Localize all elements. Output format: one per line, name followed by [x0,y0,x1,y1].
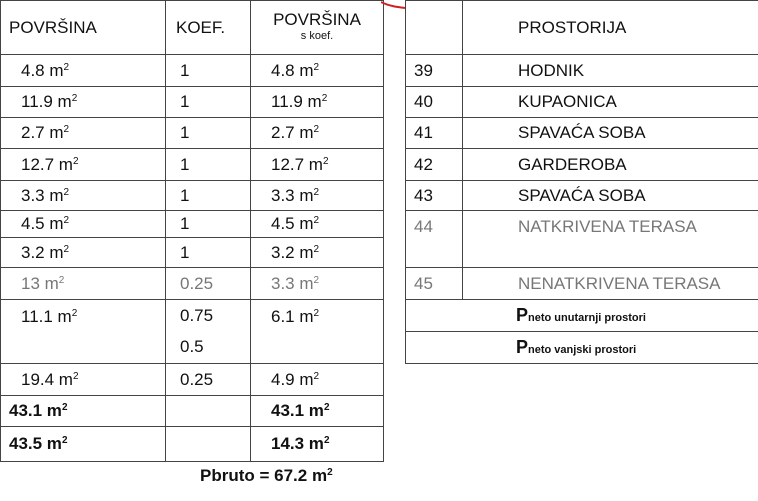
room-name: HODNIK [463,55,758,87]
area-cell: 19.4 $m^2$ [1,364,166,396]
table-row [1,268,384,300]
area-coef-cell: 4.9 $m^2$ [251,364,384,396]
coef-cell: 1 [166,149,251,181]
room-number: 42 [406,149,463,181]
area-coef-cell: 6.1 $m^2$ [251,300,384,364]
net-interior-note: Pneto unutarnji prostori [406,300,758,332]
table-row [406,87,758,118]
red-mark [381,0,407,12]
note-row [406,332,758,364]
table-row [406,268,758,300]
room-number: 40 [406,87,463,118]
table-row [1,364,384,396]
table-row [406,55,758,87]
net-exterior-note: Pneto vanjski prostori [406,332,758,364]
coef-cell: 0.5 [166,332,251,364]
header-room: PROSTORIJA [463,1,758,55]
total-coef-cell [166,427,251,462]
room-number: 41 [406,118,463,149]
table-row [1,238,384,268]
table-row [1,300,384,332]
coef-cell: 0.25 [166,268,251,300]
table-row [1,87,384,118]
area-cell: 11.1 $m^2$ [1,300,166,364]
header-area-coef [251,1,384,55]
coef-cell: 1 [166,181,251,211]
header-area-coef-sub: s koef. [300,29,334,42]
total-area-coef-cell: 14.3 $m^2$ [251,427,384,462]
coef-cell: 0.25 [166,364,251,396]
header-area: POVRŠINA [1,1,166,55]
coef-cell: 0.75 [166,300,251,332]
area-coef-cell: 12.7 $m^2$ [251,149,384,181]
total-coef-cell [166,396,251,427]
area-coef-cell: 4.5 $m^2$ [251,211,384,238]
room-table-header [406,1,758,55]
area-cell: 11.9 $m^2$ [1,87,166,118]
room-name: KUPAONICA [463,87,758,118]
area-cell: 3.3 $m^2$ [1,181,166,211]
header-area-coef-label: POVRŠINA [273,9,361,29]
coef-cell: 1 [166,211,251,238]
note-row [406,300,758,332]
header-num [406,1,463,55]
area-coef-cell: 11.9 $m^2$ [251,87,384,118]
table-row [406,211,758,268]
area-table-header [1,1,384,55]
table-row [1,55,384,87]
coef-cell: 1 [166,87,251,118]
area-coef-cell: 3.3 $m^2$ [251,268,384,300]
area-coef-cell: 3.3 $m^2$ [251,181,384,211]
total-area-cell: 43.5 $m^2$ [1,427,166,462]
room-number: 44 [406,211,463,268]
area-coef-cell: 2.7 $m^2$ [251,118,384,149]
area-cell: 2.7 $m^2$ [1,118,166,149]
total-row [1,396,384,427]
table-row [406,181,758,211]
coef-cell: 1 [166,55,251,87]
room-name: GARDEROBA [463,149,758,181]
coef-cell: 1 [166,238,251,268]
room-number: 39 [406,55,463,87]
table-row [406,149,758,181]
total-row [1,427,384,462]
table-row [1,118,384,149]
area-cell: 12.7 $m^2$ [1,149,166,181]
total-area-coef-cell: 43.1 $m^2$ [251,396,384,427]
table-row [1,149,384,181]
area-coef-cell: 4.8 $m^2$ [251,55,384,87]
room-name: NATKRIVENA TERASA [463,211,758,268]
header-coef: KOEF. [166,1,251,55]
room-number: 45 [406,268,463,300]
area-coef-cell: 3.2 $m^2$ [251,238,384,268]
area-cell: 4.5 $m^2$ [1,211,166,238]
gross-area-total: Pbruto = 67.2 $m^2$ [200,466,333,485]
coef-cell: 1 [166,118,251,149]
table-row [406,118,758,149]
area-cell: 13 $m^2$ [1,268,166,300]
room-table [405,0,758,364]
table-row [1,181,384,211]
room-name: SPAVAĆA SOBA [463,118,758,149]
table-row [1,211,384,238]
area-cell: 4.8 $m^2$ [1,55,166,87]
total-area-cell: 43.1 $m^2$ [1,396,166,427]
area-table [0,0,384,462]
room-name: NENATKRIVENA TERASA [463,268,758,300]
room-number: 43 [406,181,463,211]
room-name: SPAVAĆA SOBA [463,181,758,211]
area-cell: 3.2 $m^2$ [1,238,166,268]
